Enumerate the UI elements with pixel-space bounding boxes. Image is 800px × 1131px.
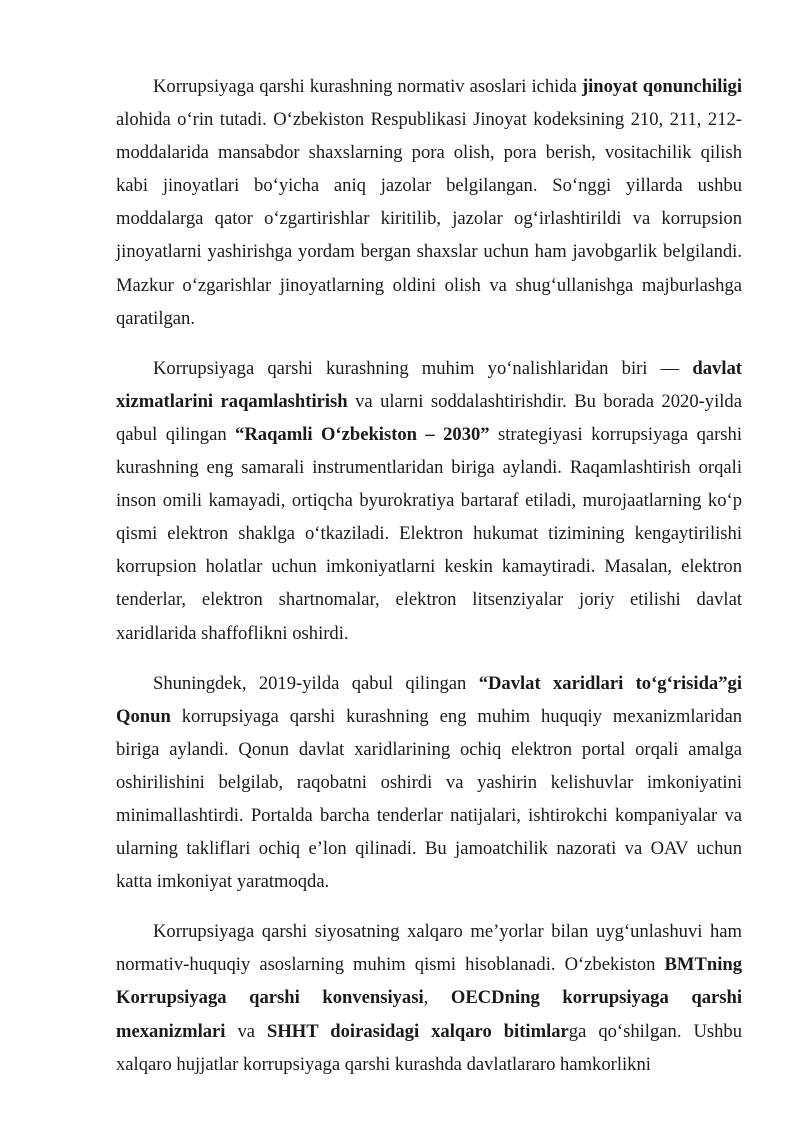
text-run: strategiyasi korrupsiyaga qarshi kurashning eng samarali instrumentlaridan biriga aylandi. Raqamlashtirish orqali inson omili kamayadi, ortiqcha byurokratiya bartaraf etiladi, murojaatlarning ko‘p qismi elektron shaklga o‘tkaziladi. Elektron hukumat tizimining kengaytirilishi korrupsion holatlar uchun imkoniyatlarni keskin kamaytiradi. Masalan, elektron tenderlar, elektron shartnomalar, elektron litsenziyalar joriy etilishi davlat xaridlarida shaffoflikni oshirdi.	[116, 423, 743, 644]
text-run: ga qo‘shilgan. Ushbu xalqaro hujjatlar korrupsiyaga qarshi kurashda davlatlararo hamkorlikni	[116, 1020, 742, 1075]
text-run: alohida o‘rin tutadi. O‘zbekiston Respublikasi Jinoyat kodeksining 210, 211, 212-moddalarida mansabdor shaxslarning pora olish, pora berish, vositachilik qilish kabi jinoyatlari bo‘yicha aniq jazolar belgilangan. So‘nggi yillarda ushbu moddalarga qator o‘zgartirishlar kiritilib, jazolar og‘irlashtirildi va korrupsion jinoyatlarni yashirishga yordam bergan shaxslar uchun ham javobgarlik belgilandi. Mazkur o‘zgarishlar jinoyatlarning oldini olish va shug‘ullanishga majburlashga qaratilgan.	[116, 109, 742, 329]
text-run: Shuningdek, 2019-yilda qabul qilingan	[153, 672, 479, 694]
text-run: Korrupsiyaga qarshi kurashning muhim yo‘nalishlaridan biri —	[153, 357, 693, 379]
text-run: korrupsiyaga qarshi kurashning eng muhim huquqiy mexanizmlaridan biriga aylandi. Qonun davlat xaridlarining ochiq elektron portal orqali amalga oshirilishini belgilab, raqobatni oshirdi va yashirin kelishuvlar imkoniyatini minimallashtirdi. Portalda barcha tenderlar natijalari, ishtirokchi kompaniyalar va ularning takliflari ochiq e’lon qilinadi. Bu jamoatchilik nazorati va OAV uchun katta imkoniyat yaratmoqda.	[116, 705, 742, 893]
paragraph-1	[116, 70, 742, 335]
paragraph-2	[116, 352, 742, 650]
bold-text-run: SHHT doirasidagi xalqaro bitimlar	[266, 1020, 569, 1042]
bold-text-run: “Davlat xaridlari to‘g‘risida”gi Qonun	[116, 672, 742, 727]
bold-text-run: davlat xizmatlarini raqamlashtirish	[116, 357, 742, 412]
text-run: va ularni soddalashtirishdir. Bu borada 2020-yilda qabul qilingan	[116, 390, 742, 445]
text-run: va	[225, 1020, 267, 1042]
bold-text-run: “Raqamli O‘zbekiston – 2030”	[235, 423, 490, 445]
text-run: Korrupsiyaga qarshi siyosatning xalqaro me’yorlar bilan uyg‘unlashuvi ham normativ-huquqiy asoslarning muhim qismi hisoblanadi. O‘zbekiston	[116, 921, 742, 976]
document-page	[116, 70, 742, 1081]
text-run: ,	[423, 987, 451, 1009]
bold-text-run: BMTning Korrupsiyaga qarshi konvensiyasi	[116, 954, 742, 1009]
bold-text-run: OECDning korrupsiyaga qarshi mexanizmlari	[116, 987, 743, 1042]
bold-text-run: jinoyat qonunchiligi	[581, 76, 742, 97]
paragraph-4	[116, 915, 742, 1080]
paragraph-3	[116, 667, 742, 899]
text-run: Korrupsiyaga qarshi kurashning normativ asoslari ichida	[153, 76, 582, 97]
